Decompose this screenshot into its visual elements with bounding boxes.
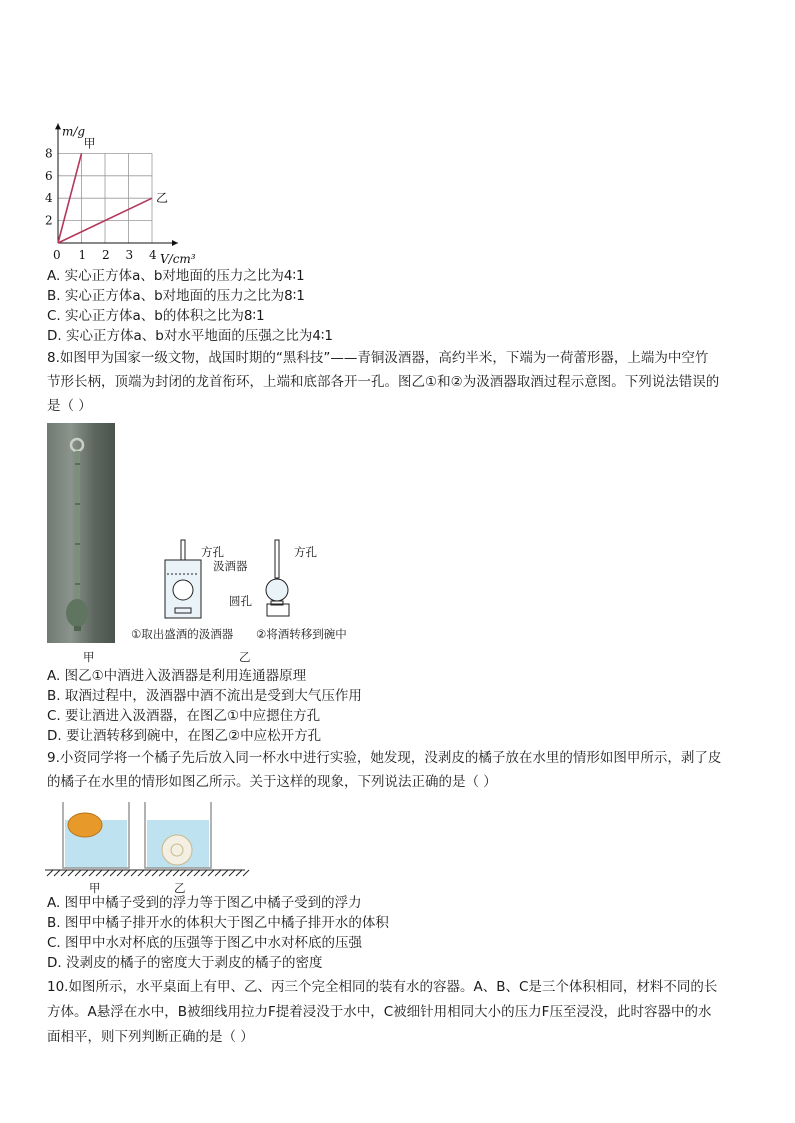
bronze-wine-dipper-photo (47, 423, 115, 643)
x-tick-label: 3 (125, 248, 134, 262)
q10-stem-line-2: 方体。A悬浮在水中，B被细线用拉力F提着浸没于水中，C被细针用相同大小的压力F压至浸没，此时容器中的水 (47, 1004, 712, 1020)
series-label: 乙 (156, 191, 169, 206)
hatch-mark (215, 870, 221, 876)
q9-option-b: B. 图甲中橘子排开水的体积大于图乙中橘子排开水的体积 (47, 915, 389, 931)
hatch-mark (54, 870, 60, 876)
hatch-mark (96, 870, 102, 876)
hatch-mark (82, 870, 88, 876)
hatch-mark (145, 870, 151, 876)
bronze-wine-dipper-illustration (47, 423, 115, 643)
diagram-2 (266, 540, 289, 616)
hatch-mark (152, 870, 158, 876)
graph-grid (58, 153, 152, 243)
label-jijiuqi: 汲酒器 (213, 559, 248, 573)
fig-jia-label: 甲 (83, 650, 95, 664)
x-axis-label: V/cm³ (160, 252, 196, 266)
hatch-mark (180, 870, 186, 876)
q9-fig-jia: 甲 (89, 881, 101, 895)
hatch-mark (229, 870, 235, 876)
q7-option-d: D. 实心正方体a、b对水平地面的压强之比为4∶1 (47, 328, 334, 344)
hatch-mark (124, 870, 130, 876)
x-axis-arrow (172, 240, 178, 246)
hatch-mark (89, 870, 95, 876)
hatch-mark (243, 870, 249, 876)
q7-option-a: A. 实心正方体a、b对地面的压力之比为4∶1 (47, 268, 305, 284)
hatch-mark (138, 870, 144, 876)
label-fangkong-1: 方孔 (201, 545, 224, 559)
hatch-mark (201, 870, 207, 876)
q10-stem-line-3: 面相平，则下列判断正确的是（ ） (47, 1029, 254, 1045)
q9-stem-line-1: 9.小资同学将一个橘子先后放入同一杯水中进行实验，她发现，没剥皮的橘子放在水里的情形如图甲所示，剥了皮 (47, 750, 722, 766)
hatch-mark (110, 870, 116, 876)
hatch-mark (236, 870, 242, 876)
beaker-diagram (45, 798, 255, 893)
caption-2: ②将酒转移到碗中 (256, 627, 347, 641)
hatch-mark (103, 870, 109, 876)
hatch-mark (117, 870, 123, 876)
y-axis-arrow (55, 123, 61, 129)
x-tick-label: 0 (53, 248, 61, 262)
x-tick-label: 1 (78, 248, 87, 262)
hatch-mark (187, 870, 193, 876)
hatch-mark (159, 870, 165, 876)
hatch-mark (166, 870, 172, 876)
beaker-jia (63, 802, 129, 868)
hatch-mark (222, 870, 228, 876)
q7-option-c: C. 实心正方体a、b的体积之比为8∶1 (47, 308, 265, 324)
q8-option-c: C. 要让酒进入汲酒器，在图乙①中应摁住方孔 (47, 708, 321, 724)
q8-stem-line-3: 是（ ） (47, 398, 92, 414)
q7-option-b: B. 实心正方体a、b对地面的压力之比为8∶1 (47, 288, 305, 304)
series-label: 甲 (83, 136, 96, 151)
y-axis-label: m/g (62, 124, 86, 139)
hatch-mark (61, 870, 67, 876)
y-tick-label: 8 (45, 146, 53, 161)
hatch-mark (75, 870, 81, 876)
y-tick-label: 2 (45, 213, 53, 228)
q9-option-d: D. 没剥皮的橘子的密度大于剥皮的橘子的密度 (47, 955, 323, 971)
y-tick-label: 6 (45, 168, 53, 183)
q8-stem-line-2: 节形长柄，顶端为封闭的龙首衔环，上端和底部各开一孔。图乙①和②为汲酒器取酒过程示意图。下列说法错误的 (47, 374, 720, 390)
label-fangkong-2: 方孔 (294, 545, 317, 559)
mass-volume-graph (40, 108, 230, 268)
q9-option-a: A. 图甲中橘子受到的浮力等于图乙中橘子受到的浮力 (47, 895, 362, 911)
q8-option-d: D. 要让酒转移到碗中，在图乙②中应松开方孔 (47, 728, 322, 744)
hatch-mark (208, 870, 214, 876)
x-tick-label: 4 (149, 248, 157, 262)
fig-yi-label: 乙 (239, 650, 251, 664)
q8-option-a: A. 图乙①中酒进入汲酒器是利用连通器原理 (47, 668, 307, 684)
q9-option-c: C. 图甲中水对杯底的压强等于图乙中水对杯底的压强 (47, 935, 363, 951)
q8-stem-line-1: 8.如图甲为国家一级文物，战国时期的“黑科技”——青铜汲酒器，高约半米，下端为一荷蕾形器，上端为中空竹 (47, 350, 709, 366)
q9-fig-yi: 乙 (174, 881, 186, 895)
hatch-mark (131, 870, 137, 876)
hatch-mark (47, 870, 53, 876)
q10-stem-line-1: 10.如图所示，水平桌面上有甲、乙、丙三个完全相同的装有水的容器。A、B、C是三个体积相同，材料不同的长 (47, 979, 718, 995)
beaker-yi (145, 802, 211, 868)
hatch-mark (68, 870, 74, 876)
q8-option-b: B. 取酒过程中，汲酒器中酒不流出是受到大气压作用 (47, 688, 362, 704)
label-yuankong: 圆孔 (229, 594, 252, 608)
q9-stem-line-2: 的橘子在水里的情形如图乙所示。关于这样的现象，下列说法正确的是（ ） (47, 774, 497, 790)
diagram-1 (165, 540, 201, 618)
x-tick-label: 2 (102, 248, 110, 262)
hatch-mark (173, 870, 179, 876)
hatch-mark (194, 870, 200, 876)
caption-1: ①取出盛酒的汲酒器 (131, 627, 234, 641)
y-tick-label: 4 (45, 191, 53, 206)
